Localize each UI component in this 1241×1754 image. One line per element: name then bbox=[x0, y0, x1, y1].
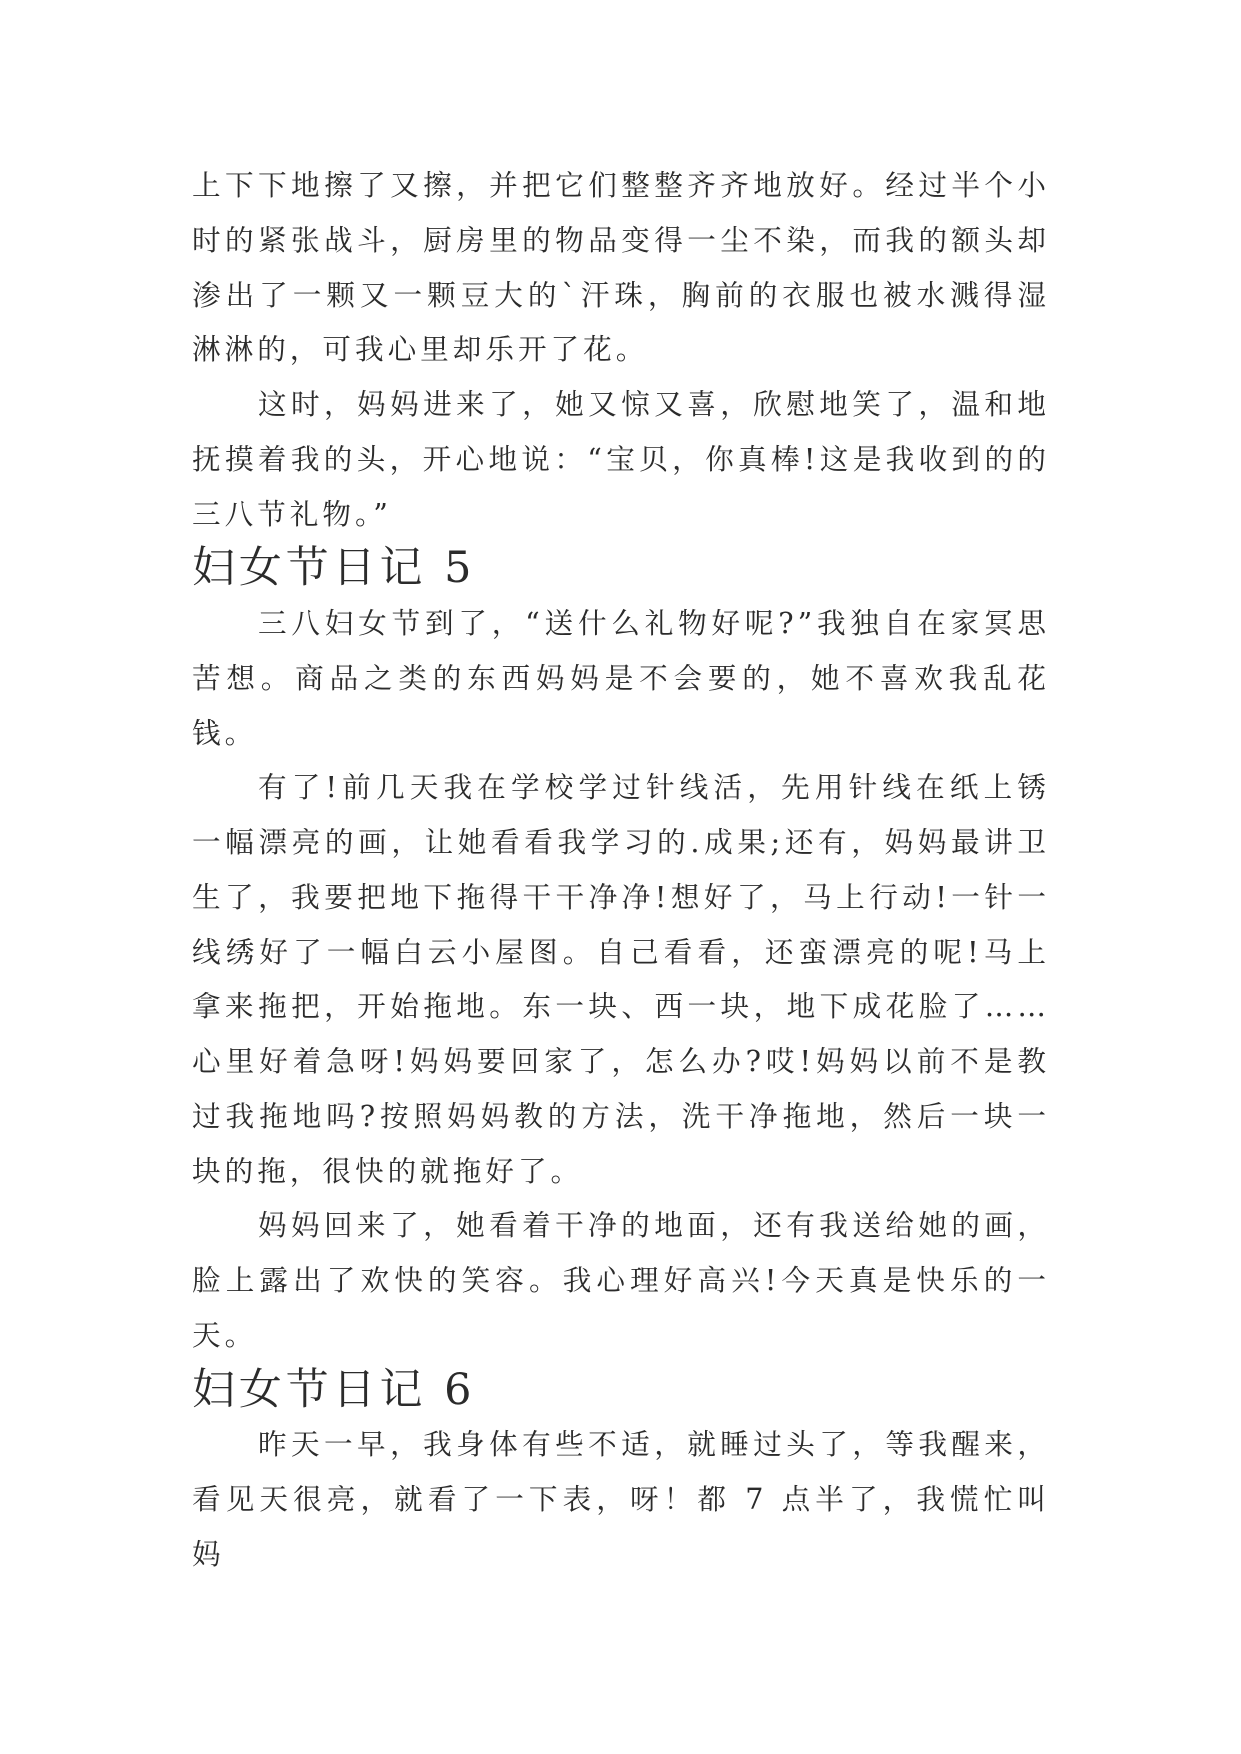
paragraph: 这时，妈妈进来了，她又惊又喜，欣慰地笑了，温和地抚摸着我的头，开心地说：“宝贝，你真棒!这是我收到的的三八节礼物。” bbox=[192, 387, 1050, 531]
paragraph: 昨天一早，我身体有些不适，就睡过头了，等我醒来，看见天很亮，就看了一下表，呀！都 7 点半了，我慌忙叫妈 bbox=[192, 1427, 1050, 1571]
section-heading: 妇女节日记 5 bbox=[192, 543, 476, 594]
section-heading: 妇女节日记 6 bbox=[192, 1364, 476, 1415]
document-body bbox=[192, 158, 1050, 1582]
paragraph: 三八妇女节到了，“送什么礼物好呢?”我独自在家冥思苦想。商品之类的东西妈妈是不会要的，她不喜欢我乱花钱。 bbox=[192, 606, 1050, 750]
paragraph: 上下下地擦了又擦，并把它们整整齐齐地放好。经过半个小时的紧张战斗，厨房里的物品变得一尘不染，而我的额头却渗出了一颗又一颗豆大的`汗珠，胸前的衣服也被水溅得湿淋淋的，可我心里却乐开了花。 bbox=[192, 168, 1050, 367]
paragraph: 妈妈回来了，她看着干净的地面，还有我送给她的画，脸上露出了欢快的笑容。我心理好高兴!今天真是快乐的一天。 bbox=[192, 1208, 1050, 1352]
paragraph: 有了!前几天我在学校学过针线活，先用针线在纸上锈一幅漂亮的画，让她看看我学习的.成果;还有，妈妈最讲卫生了，我要把地下拖得干干净净!想好了，马上行动!一针一线绣好了一幅白云小屋图。自己看看，还蛮漂亮的呢!马上拿来拖把，开始拖地。东一块、西一块，地下成花脸了……心里好着急呀!妈妈要回家了，怎么办?哎!妈妈以前不是教过我拖地吗?按照妈妈教的方法，洗干净拖地，然后一块一块的拖，很快的就拖好了。 bbox=[192, 770, 1050, 1188]
